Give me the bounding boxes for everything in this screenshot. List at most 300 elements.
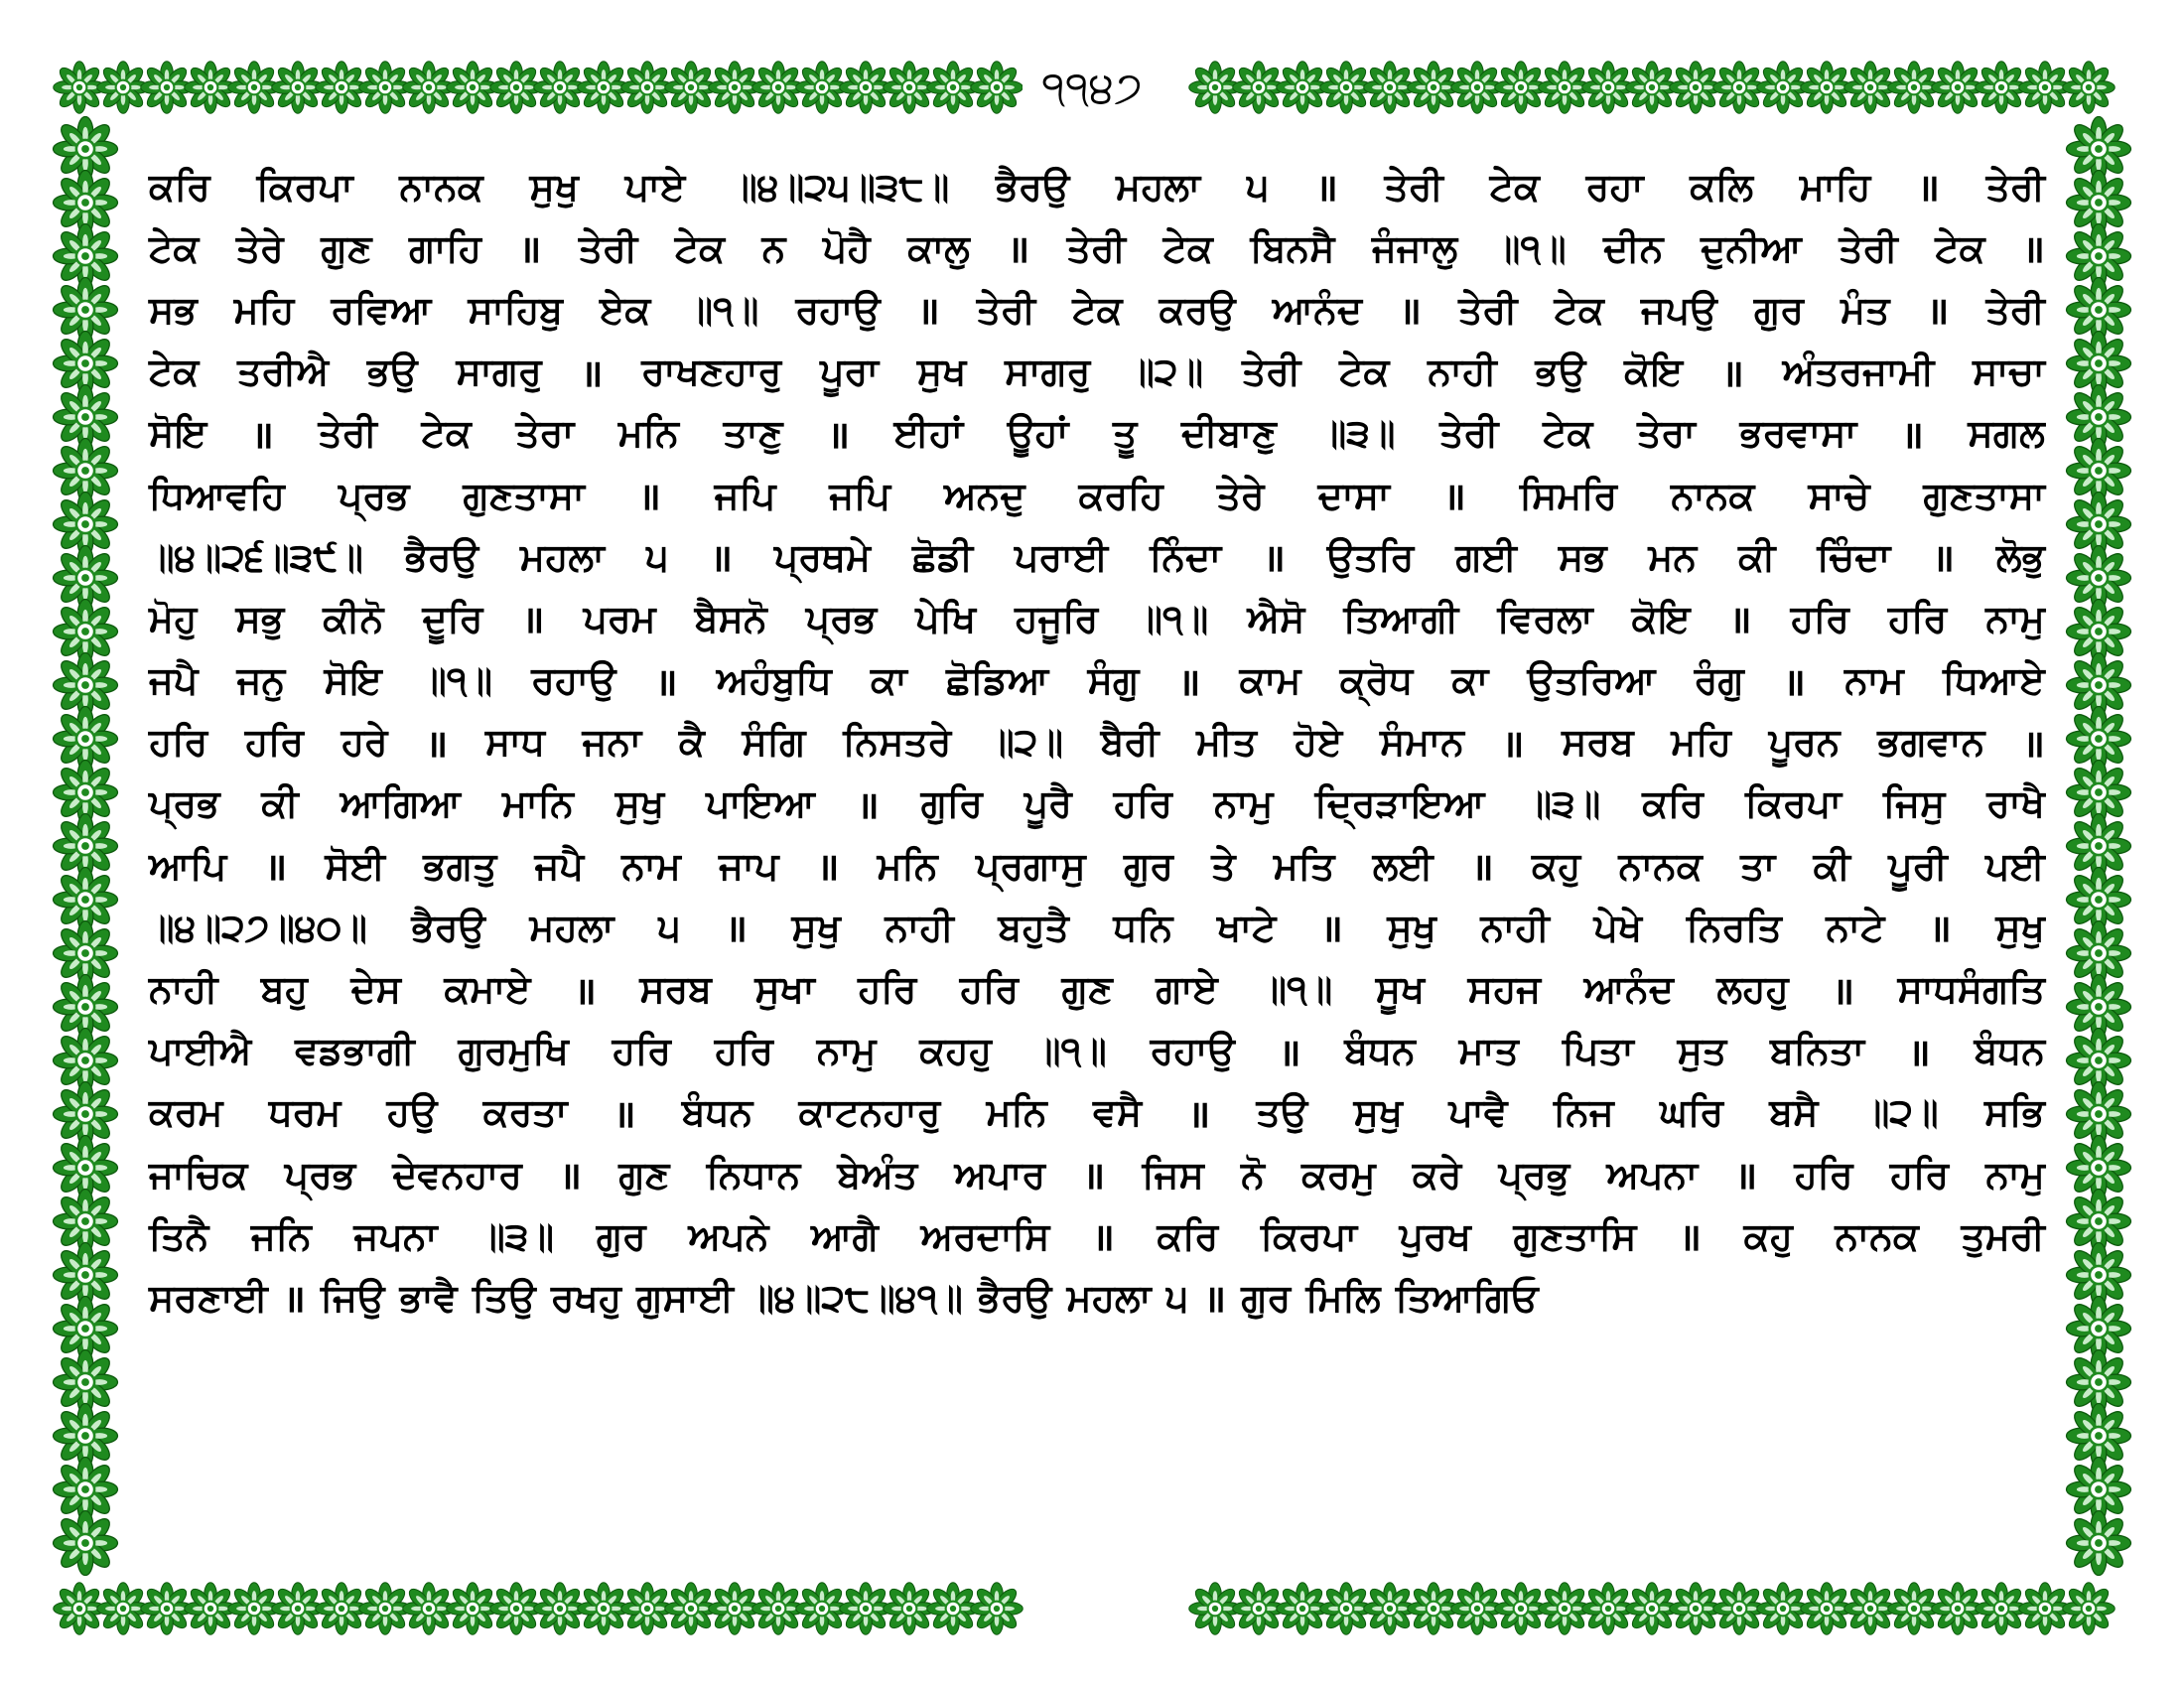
word: ਹਰੇ [341,720,388,765]
word: ਟੇਕ [674,225,725,270]
text-line [149,1205,2045,1267]
word: ॥ [1263,536,1286,581]
word: ਸਭ [149,287,198,332]
word: ਪੂਰੈ [1024,781,1072,826]
word: ਨਾਟੇ [1826,905,1885,949]
word: ॥ [1007,227,1030,272]
word: ਬੰਧਨ [681,1090,753,1135]
word: ਹਰਿ [1794,1152,1853,1196]
word: ਵਿਰਲਾ [1497,596,1593,640]
word: ਏਕ [600,287,651,332]
word: ਰਖਹੁ [550,1275,621,1320]
word: ਤੇ [1211,843,1236,888]
word: ਰਾਖਣਹਾਰੁ [641,350,782,394]
word: ॥ [856,782,880,827]
word: ਤਾ [1740,843,1776,888]
word: ॥ [1203,1277,1226,1322]
word: ਕਰਮੁ [1301,1152,1376,1196]
word: ਦੀਨ [1603,225,1664,270]
text-line [149,156,2045,217]
word: ਪਾਈਐ [149,1029,252,1073]
word: ਮੋਹੁ [149,596,198,640]
word: ਨਾਹੀ [1480,905,1550,949]
word: ਜਿਸ [1142,1152,1204,1196]
word: ਰਹਾਉ [531,658,616,703]
word: ਧਿਆਏ [1942,658,2045,703]
word: ਵਡਭਾਗੀ [295,1029,415,1073]
word: ਕਾਮ [1239,658,1301,703]
word: ॥੧॥ [1137,596,1209,640]
text-line [149,1021,2045,1082]
word: ਸੁਖ [916,350,967,394]
word: ਜਪੈ [534,843,584,888]
word: ਨਾਨਕ [1835,1213,1919,1258]
word: ਛੋਡਿਆ [946,658,1049,703]
text-line [149,712,2045,774]
word: ਤਾਣੁ [723,411,783,456]
word: ਟੇਕ [149,225,200,270]
word: ੫ [645,534,669,579]
word: ॥ [1320,907,1343,951]
word: ਧਰਮ [268,1090,341,1135]
word: ਸੰਮਾਨ [1379,720,1464,765]
word: ਤੂ [1112,411,1138,456]
word: ਤੇਰੀ [1439,411,1499,456]
word: ਅਪਾਰ [954,1152,1046,1196]
word: ਕੀ [261,781,299,826]
word: ਚਿੰਦਾ [1817,534,1891,579]
word: ਜਪਿ [714,473,776,517]
word: ॥ [264,845,288,890]
word: ਭੈਰਉ [978,1275,1052,1320]
word: ਪ੍ਰਗਾਸੁ [975,843,1086,888]
word: ਤੇਰੀ [1241,350,1301,394]
word: ਊਹਾਂ [1007,411,1069,456]
word: ਮਿਲਿ [1305,1275,1381,1320]
text-line [149,1144,2045,1205]
word: ਕਰਿ [1642,781,1704,826]
word: ਸਾਗਰੁ [456,350,542,394]
text-line [149,650,2045,712]
word: ਤਿਆਗਿਓ [1395,1275,1539,1320]
word: ਐਸੋ [1247,596,1305,640]
word: ਤੇਰੀ [578,225,638,270]
word: ॥ [2022,227,2045,272]
word: ਮਾਨਿ [501,781,574,826]
word: ॥ [521,598,545,642]
word: ਖਾਟੇ [1217,905,1277,949]
word: ਆਨੰਦ [1583,967,1674,1012]
word: ॥ [1720,351,1744,395]
word: ਸਾਗਰੁ [1005,350,1091,394]
word: ਜਨਾ [582,720,642,765]
word: ॥ [580,351,604,395]
word: ਬੈਰੀ [1100,720,1160,765]
word: ॥ [916,289,940,334]
word: ਸਹਜ [1467,967,1542,1012]
word: ਆਗੈ [811,1213,879,1258]
word: ॥ [637,475,661,519]
word: ਮਹਲਾ [520,534,605,579]
word: ॥ [1917,166,1940,211]
word: ਹਉ [386,1090,438,1135]
word: ਕਹੁ [1743,1213,1793,1258]
word: ਕੀਨੋ [323,596,384,640]
word: ॥ [1932,536,1955,581]
word: ੫ [658,905,681,949]
flower-icon [2063,62,2116,114]
word: ਜਿਸੁ [1882,781,1946,826]
word: ॥ [1187,1091,1211,1136]
word: ਤੇਰੀ [1839,225,1898,270]
border-left-flowers [54,117,118,1576]
word: ਕਰੇ [1412,1152,1462,1196]
word: ॥੩॥ [1526,781,1601,826]
word: ਸਿਮਰਿ [1519,473,1618,517]
word: ਦੁਨੀਆ [1701,225,1802,270]
word: ਗੁਣਤਾਸਾ [463,473,585,517]
word: ॥ [1501,721,1525,766]
word: ਸਾਹਿਬੁ [468,287,564,332]
word: ਸੁਤ [1677,1029,1727,1073]
text-line [149,1267,2045,1329]
text-line [149,588,2045,649]
word: ਕੀ [1813,843,1850,888]
word: ਪਿਤਾ [1562,1029,1634,1073]
word: ॥ [1442,475,1466,519]
word: ਨਾਹੀ [1428,350,1497,394]
word: ਗਾਹਿ [409,225,481,270]
word: ਸਭੁ [235,596,285,640]
word: ਨੋ [1241,1152,1265,1196]
word: ਨਿਰਤਿ [1686,905,1782,949]
word: ਟੇਕ [1543,411,1593,456]
word: ਪੋਹੈ [822,225,871,270]
word: ਪ੍ਰਭੁ [1498,1152,1570,1196]
border-right-flowers [2067,117,2131,1576]
word: ਜਪਿ [829,473,890,517]
word: ਬਹੁਤੈ [998,905,1069,949]
border-bottom-flowers [54,1583,2116,1635]
word: ਮਹਿ [1671,720,1731,765]
word: ਪਾਏ [624,164,686,209]
word: ਤੇਰੀ [1458,287,1518,332]
word: ॥ [1926,289,1950,334]
word: ਦਾਸਾ [1317,473,1390,517]
page-number: ੧੧੪੭ [1023,52,1161,125]
word: ਗੁਰਿ [920,781,983,826]
word: ਅਪਨਾ [1606,1152,1699,1196]
word: ਨਾਮੁ [816,1029,877,1073]
word: ਕਹਹੁ [919,1029,992,1073]
word: ਦੇਵਨਹਾਰ [392,1152,522,1196]
word: ਜੰਜਾਲੁ [1371,225,1458,270]
word: ॥ [1278,1030,1301,1074]
word: ਅਰਦਾਸਿ [920,1213,1050,1258]
word: ਕਾਲੁ [907,225,970,270]
word: ਮੀਤ [1196,720,1257,765]
word: ਬੈਸਨੋ [694,596,767,640]
word: ਭਗਤੁ [423,843,497,888]
word: ਰਾਖੈ [1986,781,2045,826]
word: ਹਰਿ [1889,1152,1950,1196]
word: ਮਨਿ [617,411,679,456]
word: ॥ [827,412,850,457]
text-line [149,958,2045,1020]
word: ਨਾਹੀ [885,905,954,949]
word: ਗੁਣਤਾਸਿ [1513,1213,1637,1258]
word: ਕਾ [1451,658,1489,703]
word: ਹਰਿ [714,1029,773,1073]
word: ॥੪॥੨੫॥੩੮॥ [732,164,950,209]
word: ॥ [1177,659,1201,704]
word: ਧਨਿ [1113,905,1173,949]
word: ਮਹਲਾ [1066,1275,1152,1320]
word: ਜਾਚਿਕ [149,1152,248,1196]
word: ਕਿਰਪਾ [1260,1213,1357,1258]
word: ਹਰਿ [1790,596,1849,640]
word: ॥ [2022,721,2045,766]
word: ॥੨॥ [1863,1090,1939,1135]
text-line [149,217,2045,279]
word: ਤੇਰਾ [1637,411,1696,456]
word: ॥ [1734,1154,1758,1198]
word: ਪ੍ਰਭ [149,781,220,826]
word: ਧਿਆਵਹਿ [149,473,285,517]
word: ਹਰਿ [149,720,208,765]
word: ॥ [518,227,542,272]
word: ਕੋਇ [1631,596,1691,640]
word: ਪੇਖੇ [1593,905,1643,949]
word: ਭੈਰਉ [404,534,479,579]
word: ॥ [574,968,597,1013]
word: ਕਰਉ [1159,287,1236,332]
word: ਕਾ [870,658,907,703]
word: ਭੈਰਉ [411,905,485,949]
word: ਬਨਿਤਾ [1770,1029,1865,1073]
word: ਦੇਸ [350,967,401,1012]
word: ਕੋਇ [1624,350,1684,394]
word: ਅਪਨੇ [688,1213,769,1258]
word: ਭਰਵਾਸਾ [1739,411,1857,456]
word: ਅਹੰਬੁਧਿ [716,658,832,703]
word: ਬਿਨਸੈ [1250,225,1335,270]
word: ਤੇਰੀ [1985,287,2045,332]
word: ਤੁਮਰੀ [1961,1213,2045,1258]
word: ॥ [1900,412,1924,457]
word: ॥ [1082,1154,1106,1198]
text-line [149,1082,2045,1144]
word: ਰੰਗੁ [1694,658,1744,703]
word: ॥ [725,907,748,951]
scripture-text [149,156,2045,1541]
word: ਤਿਉ [472,1275,536,1320]
word: ਕੈ [678,720,705,765]
word: ਜਪੈ [149,658,199,703]
word: ਭਉ [366,350,418,394]
word: ਟੇਕ [421,411,472,456]
word: ਨਿਧਾਨ [706,1152,801,1196]
word: ॥੪॥੨੮॥੪੧॥ [749,1275,963,1320]
word: ਕ੍ਰੋਧ [1339,658,1414,703]
word: ਸਾਧਸੰਗਤਿ [1897,967,2045,1012]
word: ਪੇਖਿ [915,596,977,640]
word: ਦ੍ਰਿੜਾਇਆ [1314,781,1485,826]
word: ਗੁਰ [1123,843,1173,888]
word: ਤੇਰੇ [235,225,284,270]
word: ਮਹਲਾ [1116,164,1200,209]
word: ਗੁਣ [321,225,372,270]
word: ਜਨਿ [251,1213,312,1258]
word: ਮਹਿ [233,287,295,332]
word: ਗੁਣ [1061,967,1113,1012]
word: ਤੇਰੀ [976,287,1036,332]
flower-icon [971,62,1024,114]
word: ਨਿਜ [1553,1090,1614,1135]
word: ਜਿਉ [320,1275,385,1320]
text-line [149,774,2045,835]
word: ॥੩॥ [479,1213,555,1258]
word: ਟੇਕ [1072,287,1123,332]
word: ਕਿਰਪਾ [256,164,353,209]
word: ਕਾਟਨਹਾਰੁ [798,1090,941,1135]
word: ਸੁਖੁ [791,905,841,949]
text-line [149,835,2045,897]
word: ॥ [1929,907,1952,951]
word: ਬੰਧਨ [1344,1029,1416,1073]
word: ਬੰਧਨ [1974,1029,2045,1073]
word: ॥ [1907,1030,1931,1074]
word: ਪੂਰਾ [820,350,880,394]
word: ਆਨੰਦ [1272,287,1363,332]
word: ਹੋਏ [1294,720,1343,765]
word: ਕਰਹਿ [1078,473,1163,517]
word: ਸੰਗੁ [1087,658,1140,703]
word: ਗੁਣਤਾਸਾ [1923,473,2045,517]
word: ਸਰਣਾਈ [149,1275,268,1320]
word: ਸੁਖਾ [754,967,815,1012]
word: ਆਪਿ [149,843,227,888]
word: ॥੧॥ [1494,225,1567,270]
word: ॥ [425,721,449,766]
word: ਤੇਰੀ [318,411,377,456]
word: ਰਵਿਆ [331,287,432,332]
word: ੫ [1165,1275,1189,1320]
text-line [149,342,2045,403]
flower-icon [971,1583,1024,1635]
word: ॥ [1470,845,1494,890]
word: ਸਾਚੇ [1808,473,1870,517]
word: ਸੁਖੁ [529,164,579,209]
word: ਭਉ [1535,350,1586,394]
word: ਕਰਿ [149,164,210,209]
word: ਸਗਲ [1968,411,2045,456]
word: ਮੰਤ [1841,287,1890,332]
word: ਸੁਖੁ [1387,905,1436,949]
word: ਕੀ [1738,534,1776,579]
word: ਸੁਖੁ [1353,1090,1403,1135]
word: ਭਾਵੈ [399,1275,458,1320]
word: ਲਈ [1372,843,1433,888]
word: ਪੂਰਨ [1768,720,1841,765]
word: ਨਾਹੀ [149,967,218,1012]
word: ਪ੍ਰਭ [284,1152,356,1196]
word: ਪਰਾਈ [1014,534,1109,579]
word: ਜਪਨਾ [353,1213,438,1258]
word: ਹਰਿ [959,967,1020,1012]
word: ਲਹਹੁ [1716,967,1789,1012]
word: ਕਮਾਏ [444,967,531,1012]
word: ਭੈਰਉ [995,164,1070,209]
word: ਮਨਿ [986,1090,1047,1135]
word: ਮਤਿ [1273,843,1335,888]
word: ਟੇਕ [1339,350,1390,394]
word: ਨਾਮ [621,843,681,888]
word: ॥ [559,1154,582,1198]
word: ਗੁਰ [596,1213,646,1258]
word: ॥੨॥ [1129,350,1204,394]
word: ਪਾਵੈ [1448,1090,1508,1135]
word: ਬਹੁ [260,967,308,1012]
word: ॥ [1092,1215,1115,1260]
word: ॥ [1783,659,1806,704]
word: ॥੧॥ [1261,967,1333,1012]
word: ਸੰਗਿ [742,720,806,765]
word: ਪਰਮ [583,596,656,640]
word: ਉਤਰਿਆ [1527,658,1656,703]
word: ਪ੍ਰਭ [805,596,878,640]
word: ਮਾਹਿ [1799,164,1871,209]
word: ॥ [1832,968,1855,1013]
word: ਸੂਖ [1375,967,1426,1012]
flower-icon [2067,1511,2131,1576]
word: ਗਾਏ [1156,967,1218,1012]
word: ਟੇਕ [1554,287,1604,332]
word: ਪਾਇਆ [706,781,815,826]
word: ॥੪॥੨੬॥੩੯॥ [149,534,363,579]
text-line [149,403,2045,465]
text-line [149,526,2045,588]
word: ਨਿੰਦਾ [1150,534,1222,579]
word: ॥੨॥ [989,720,1063,765]
word: ਮਹਲਾ [529,905,614,949]
word: ਮਾਤ [1458,1029,1519,1073]
word: ਛੋਡੀ [911,534,974,579]
word: ਕਿਰਪਾ [1744,781,1843,826]
word: ਟੇਕ [1162,225,1213,270]
word: ਨਾਮੁ [1985,1152,2045,1196]
word: ਕਹੁ [1531,843,1581,888]
word: ॥ [710,536,733,581]
word: ਘਰਿ [1659,1090,1724,1135]
word: ਉਤਰਿ [1326,534,1415,579]
word: ਕਰਮ [149,1090,223,1135]
word: ਤੇਰਾ [515,411,575,456]
word: ਤਉ [1256,1090,1308,1135]
word: ਸਰਬ [1562,720,1634,765]
word: ਪ੍ਰਥਮੇ [773,534,872,579]
word: ਨਾਨਕ [1618,843,1703,888]
word: ਸੋਇ [149,411,207,456]
word: ਜਨੁ [236,658,286,703]
word: ਗੁਰ [1241,1275,1292,1320]
word: ਨਾਮੁ [1985,596,2045,640]
word: ਪੂਰੀ [1888,843,1948,888]
word: ਦੀਬਾਣੁ [1180,411,1277,456]
word: ਲੋਭੁ [1995,534,2045,579]
word: ਨਾਮੁ [1213,781,1274,826]
word: ਨਾਨਕ [1671,473,1755,517]
